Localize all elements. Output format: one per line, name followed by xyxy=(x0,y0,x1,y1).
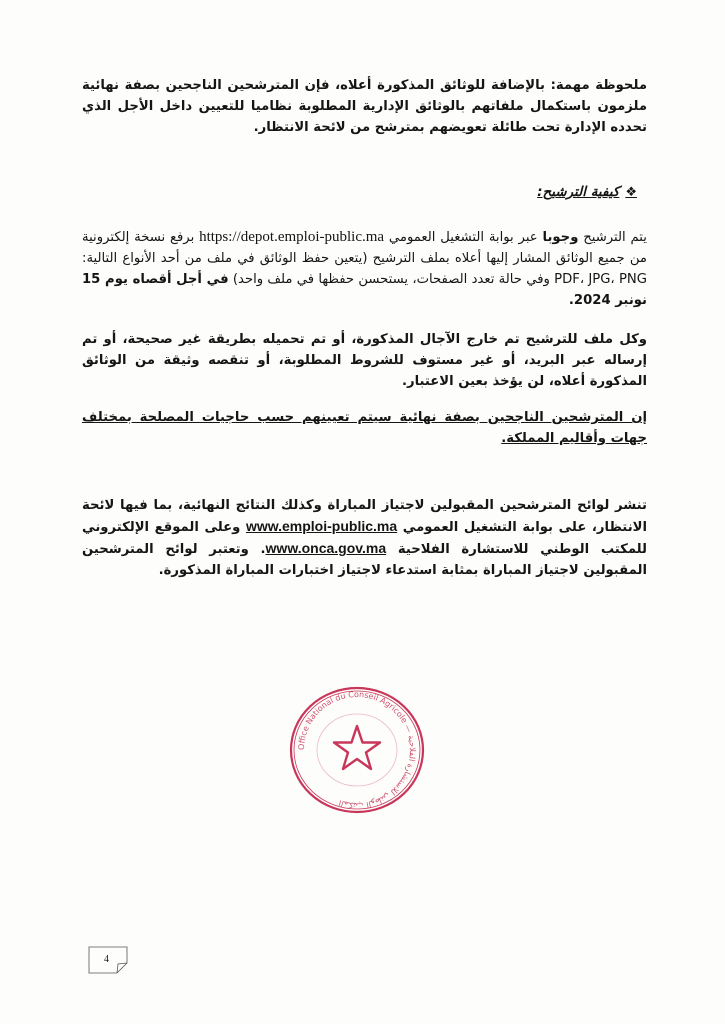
submission-mandatory: وجوبا xyxy=(542,230,579,246)
diamond-bullet-icon: ❖ xyxy=(625,185,637,200)
page-number: 4 xyxy=(104,954,109,965)
svg-text:Office National du Conseil Agr: Office National du Conseil Agricole — المكتب الوطني للاستشارة الفلاحية xyxy=(296,689,418,811)
stamp-seal-icon xyxy=(282,682,432,818)
onca-link[interactable]: www.onca.gov.ma xyxy=(265,540,387,557)
emploi-public-link[interactable]: www.emploi-public.ma xyxy=(245,518,398,535)
publication-part1: تنشر لوائح المترشحين المقبولين لاجتياز المباراة وكذلك النتائج النهائية، بما فيها لائحة الانتظار، على بوابة التشغيل العمومي xyxy=(82,498,647,536)
section-heading-text: كيفية الترشيح: xyxy=(537,184,620,200)
rejection-paragraph: وكل ملف للترشيح تم خارج الآجال المذكورة، أو تم تحميله بطريقة غير صحيحة، أو تم إرساله عبر البريد، أو غير مستوف للشروط المطلوبة، أو تنقصه وثيقة من الوثائق المذكورة أعلاه، لن يؤخذ بعين الاعتبار. xyxy=(82,332,647,390)
depot-url-link[interactable]: https://depot.emploi-public.ma xyxy=(199,229,385,246)
submission-deadline: في أجل أقصاه يوم 15 نونبر 2024. xyxy=(82,272,647,309)
important-note: ملحوظة مهمة: بالإضافة للوثائق المذكورة أعلاه، فإن المترشحين الناجحين بصفة نهائية ملزمون باستكمال ملفاتهم بالوثائق الإدارية المطلوبة نظاميا للتعيين داخل الأجل الذي تحدده الإدارة تحت طائلة تعويضهم بمترشح من لائحة الانتظار. xyxy=(82,78,647,136)
assignment-paragraph: إن المترشحين الناجحين بصفة نهائية سيتم تعيينهم حسب حاجيات المصلحة بمختلف جهات وأقاليم المملكة. xyxy=(82,410,647,447)
submission-details: برفع نسخة إلكترونية من جميع الوثائق المشار إليها أعلاه بملف الترشيح (يتعين حفظ الوثائق في ملف من أحد الأنواع التالية: PDF، JPG، PNG وفي حالة تعدد الصفحات، يستحسن حفظها في ملف واحد) xyxy=(82,230,647,288)
page-number-box xyxy=(88,946,128,974)
submission-intro: يتم الترشيح xyxy=(583,230,647,246)
submission-portal: عبر بوابة التشغيل العمومي xyxy=(388,230,538,246)
section-heading xyxy=(537,184,637,200)
publication-part3: . وتعتبر لوائح المترشحين المقبولين لاجتياز المباراة بمثابة استدعاء لاجتياز اختبارات المباراة المذكورة. xyxy=(82,542,647,579)
publication-paragraph xyxy=(82,495,647,581)
submission-paragraph xyxy=(82,227,647,311)
publication-part2: وعلى الموقع الإلكتروني للمكتب الوطني للاستشارة الفلاحية xyxy=(82,520,648,558)
official-stamp xyxy=(282,682,432,818)
